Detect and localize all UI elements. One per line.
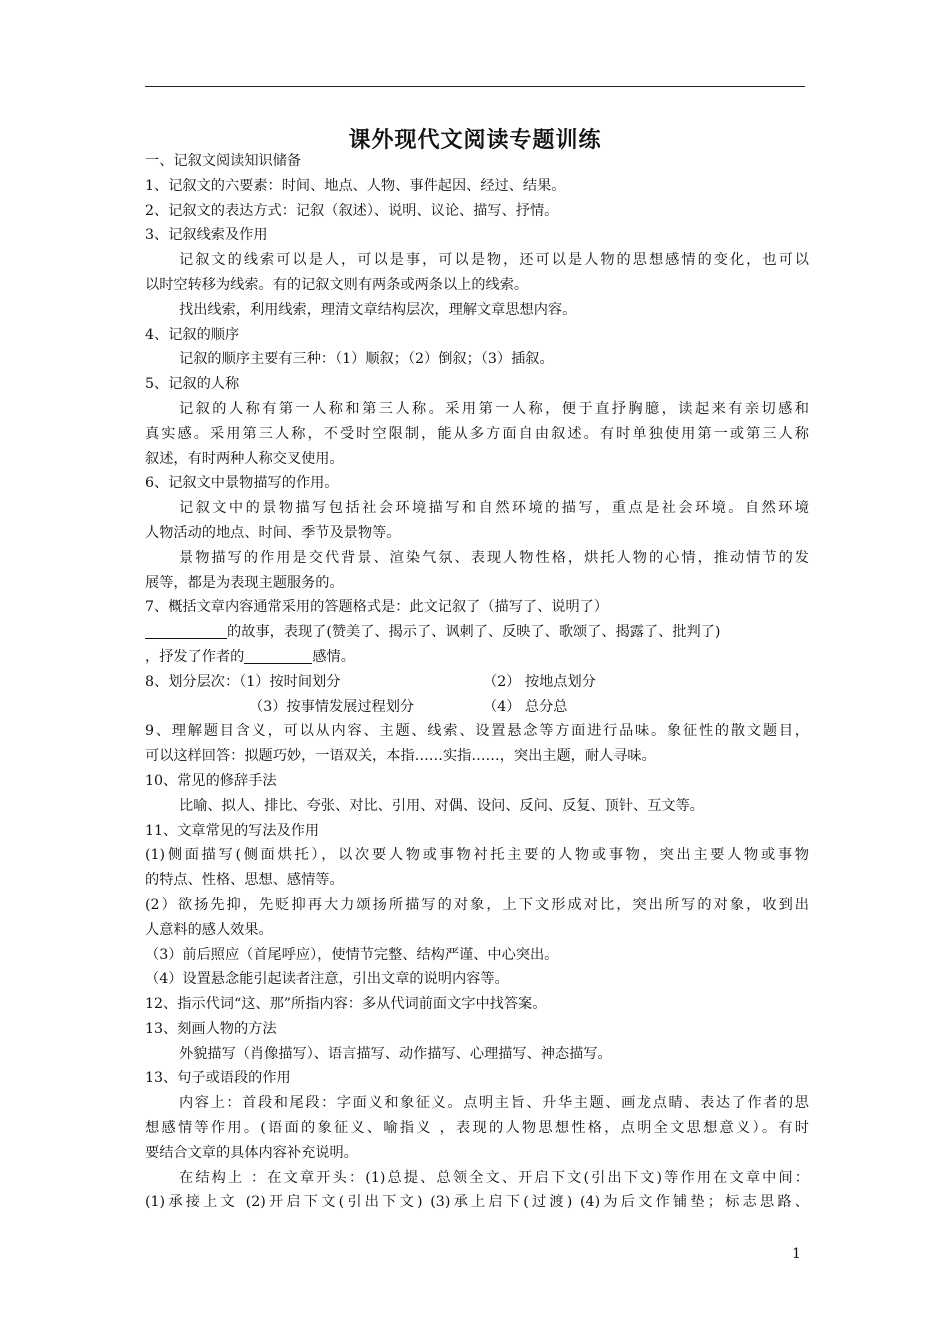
text-segment: （2） 按地点划分 <box>483 673 596 690</box>
text-segment: 8、划分层次：（1）按时间划分 <box>145 673 341 690</box>
text-line: （4）设置悬念能引起读者注意，引出文章的说明内容等。 <box>145 971 509 988</box>
text-line: 记叙文中的景物描写包括社会环境描写和自然环境的描写，重点是社会环境。自然环境 <box>179 500 809 517</box>
text-segment: （4） 总分总 <box>483 698 568 715</box>
text-line: 6、记叙文中景物描写的作用。 <box>145 475 339 492</box>
text-line <box>145 670 809 695</box>
text-line: 2、记叙文的表达方式：记叙（叙述）、说明、议论、描写、抒情。 <box>145 202 559 219</box>
text-line: 在结构上 ：在文章开头：(1)总提、总领全文、开启下文(引出下文)等作用在文章中间： <box>179 1169 809 1186</box>
text-line: 10、常见的修辞手法 <box>145 772 277 789</box>
text-line: (1)承接上文 (2)开启下文(引出下文) (3)承上启下(过渡) (4)为后文作铺垫；标志思路、 <box>145 1194 809 1211</box>
text-line: 景物描写的作用是交代背景、渲染气氛、表现人物性格，烘托人物的心情，推动情节的发 <box>179 549 809 566</box>
text-segment: 的故事，表现了(赞美了、揭示了、讽刺了、反映了、歌颂了、揭露了、批判了) <box>227 624 721 641</box>
page-title: 课外现代文阅读专题训练 <box>348 128 602 153</box>
text-line: (1)侧面描写(侧面烘托），以次要人物或事物衬托主要的人物或事物，突出主要人物或事物 <box>145 847 809 864</box>
text-line: 记叙文的线索可以是人，可以是事，可以是物，还可以是人物的思想感情的变化，也可以 <box>179 252 809 269</box>
document-body <box>145 149 809 1215</box>
fill-in-line <box>145 645 809 670</box>
text-line: 11、文章常见的写法及作用 <box>145 822 320 839</box>
text-line: 想感情等作用。(语面的象征义、喻指义 ，表现的人物思想性格，点明全文思想意义）。有时 <box>145 1120 809 1137</box>
text-line: 找出线索，利用线索，理清文章结构层次，理解文章思想内容。 <box>179 301 577 318</box>
text-line: 可以这样回答：拟题巧妙，一语双关，本指……实指……，突出主题，耐人寻味。 <box>145 748 656 765</box>
text-line: 外貌描写（肖像描写）、语言描写、动作描写、心理描写、神态描写。 <box>179 1045 612 1062</box>
text-segment: 感情。 <box>312 648 355 665</box>
text-segment: ，抒发了作者的 <box>145 648 245 665</box>
text-line: 要结合文章的具体内容补充说明。 <box>145 1144 358 1161</box>
section-heading: 一、记叙文阅读知识储备 <box>145 153 302 169</box>
text-line: 1、记叙文的六要素：时间、地点、人物、事件起因、经过、结果。 <box>145 177 566 194</box>
fill-in-line <box>145 620 809 645</box>
text-line: (2）欲扬先抑，先贬抑再大力颂扬所描写的对象，上下文形成对比，突出所写的对象，收到出 <box>145 896 809 913</box>
text-line: 记叙的顺序主要有三种：（1）顺叙；（2）倒叙；（3）插叙。 <box>179 351 554 368</box>
page-number: 1 <box>792 1246 801 1262</box>
text-line: 5、记叙的人称 <box>145 376 240 393</box>
text-line: 记叙的人称有第一人称和第三人称。采用第一人称，便于直抒胸臆，读起来有亲切感和 <box>179 400 809 417</box>
answer-blank[interactable] <box>244 646 312 664</box>
text-line: 13、刻画人物的方法 <box>145 1020 277 1037</box>
text-line: 的特点、性格、思想、感情等。 <box>145 872 344 889</box>
text-line <box>145 695 809 720</box>
text-line: 7、概括文章内容通常采用的答题格式是：此文记叙了（描写了、说明了） <box>145 599 609 616</box>
text-line: 人物活动的地点、时间、季节及景物等。 <box>145 524 401 541</box>
text-line: 叙述，有时两种人称交叉使用。 <box>145 450 344 467</box>
text-segment: （3）按事情发展过程划分 <box>249 698 415 715</box>
text-line: 4、记叙的顺序 <box>145 326 240 343</box>
text-line: 3、记叙线索及作用 <box>145 227 268 244</box>
text-line: 内容上：首段和尾段：字面义和象征义。点明主旨、升华主题、画龙点睛、表达了作者的思 <box>179 1095 809 1112</box>
text-line: 人意料的感人效果。 <box>145 921 273 938</box>
text-line: 12、指示代词“这、那”所指内容：多从代词前面文字中找答案。 <box>145 996 547 1013</box>
text-line: 13、句子或语段的作用 <box>145 1070 291 1087</box>
header-rule <box>145 86 805 87</box>
text-line: 比喻、拟人、排比、夸张、对比、引用、对偶、设问、反问、反复、顶针、互文等。 <box>179 797 704 814</box>
text-line: 9、理解题目含义，可以从内容、主题、线索、设置悬念等方面进行品味。象征性的散文题目， <box>145 723 809 740</box>
text-line: 展等，都是为表现主题服务的。 <box>145 574 344 591</box>
text-line: （3）前后照应（首尾呼应），使情节完整、结构严谨、中心突出。 <box>145 946 559 963</box>
answer-blank[interactable] <box>145 621 227 639</box>
text-line: 真实感。采用第三人称，不受时空限制，能从多方面自由叙述。有时单独使用第一或第三人称 <box>145 425 809 442</box>
text-line: 以时空转移为线索。有的记叙文则有两条或两条以上的线索。 <box>145 276 529 293</box>
